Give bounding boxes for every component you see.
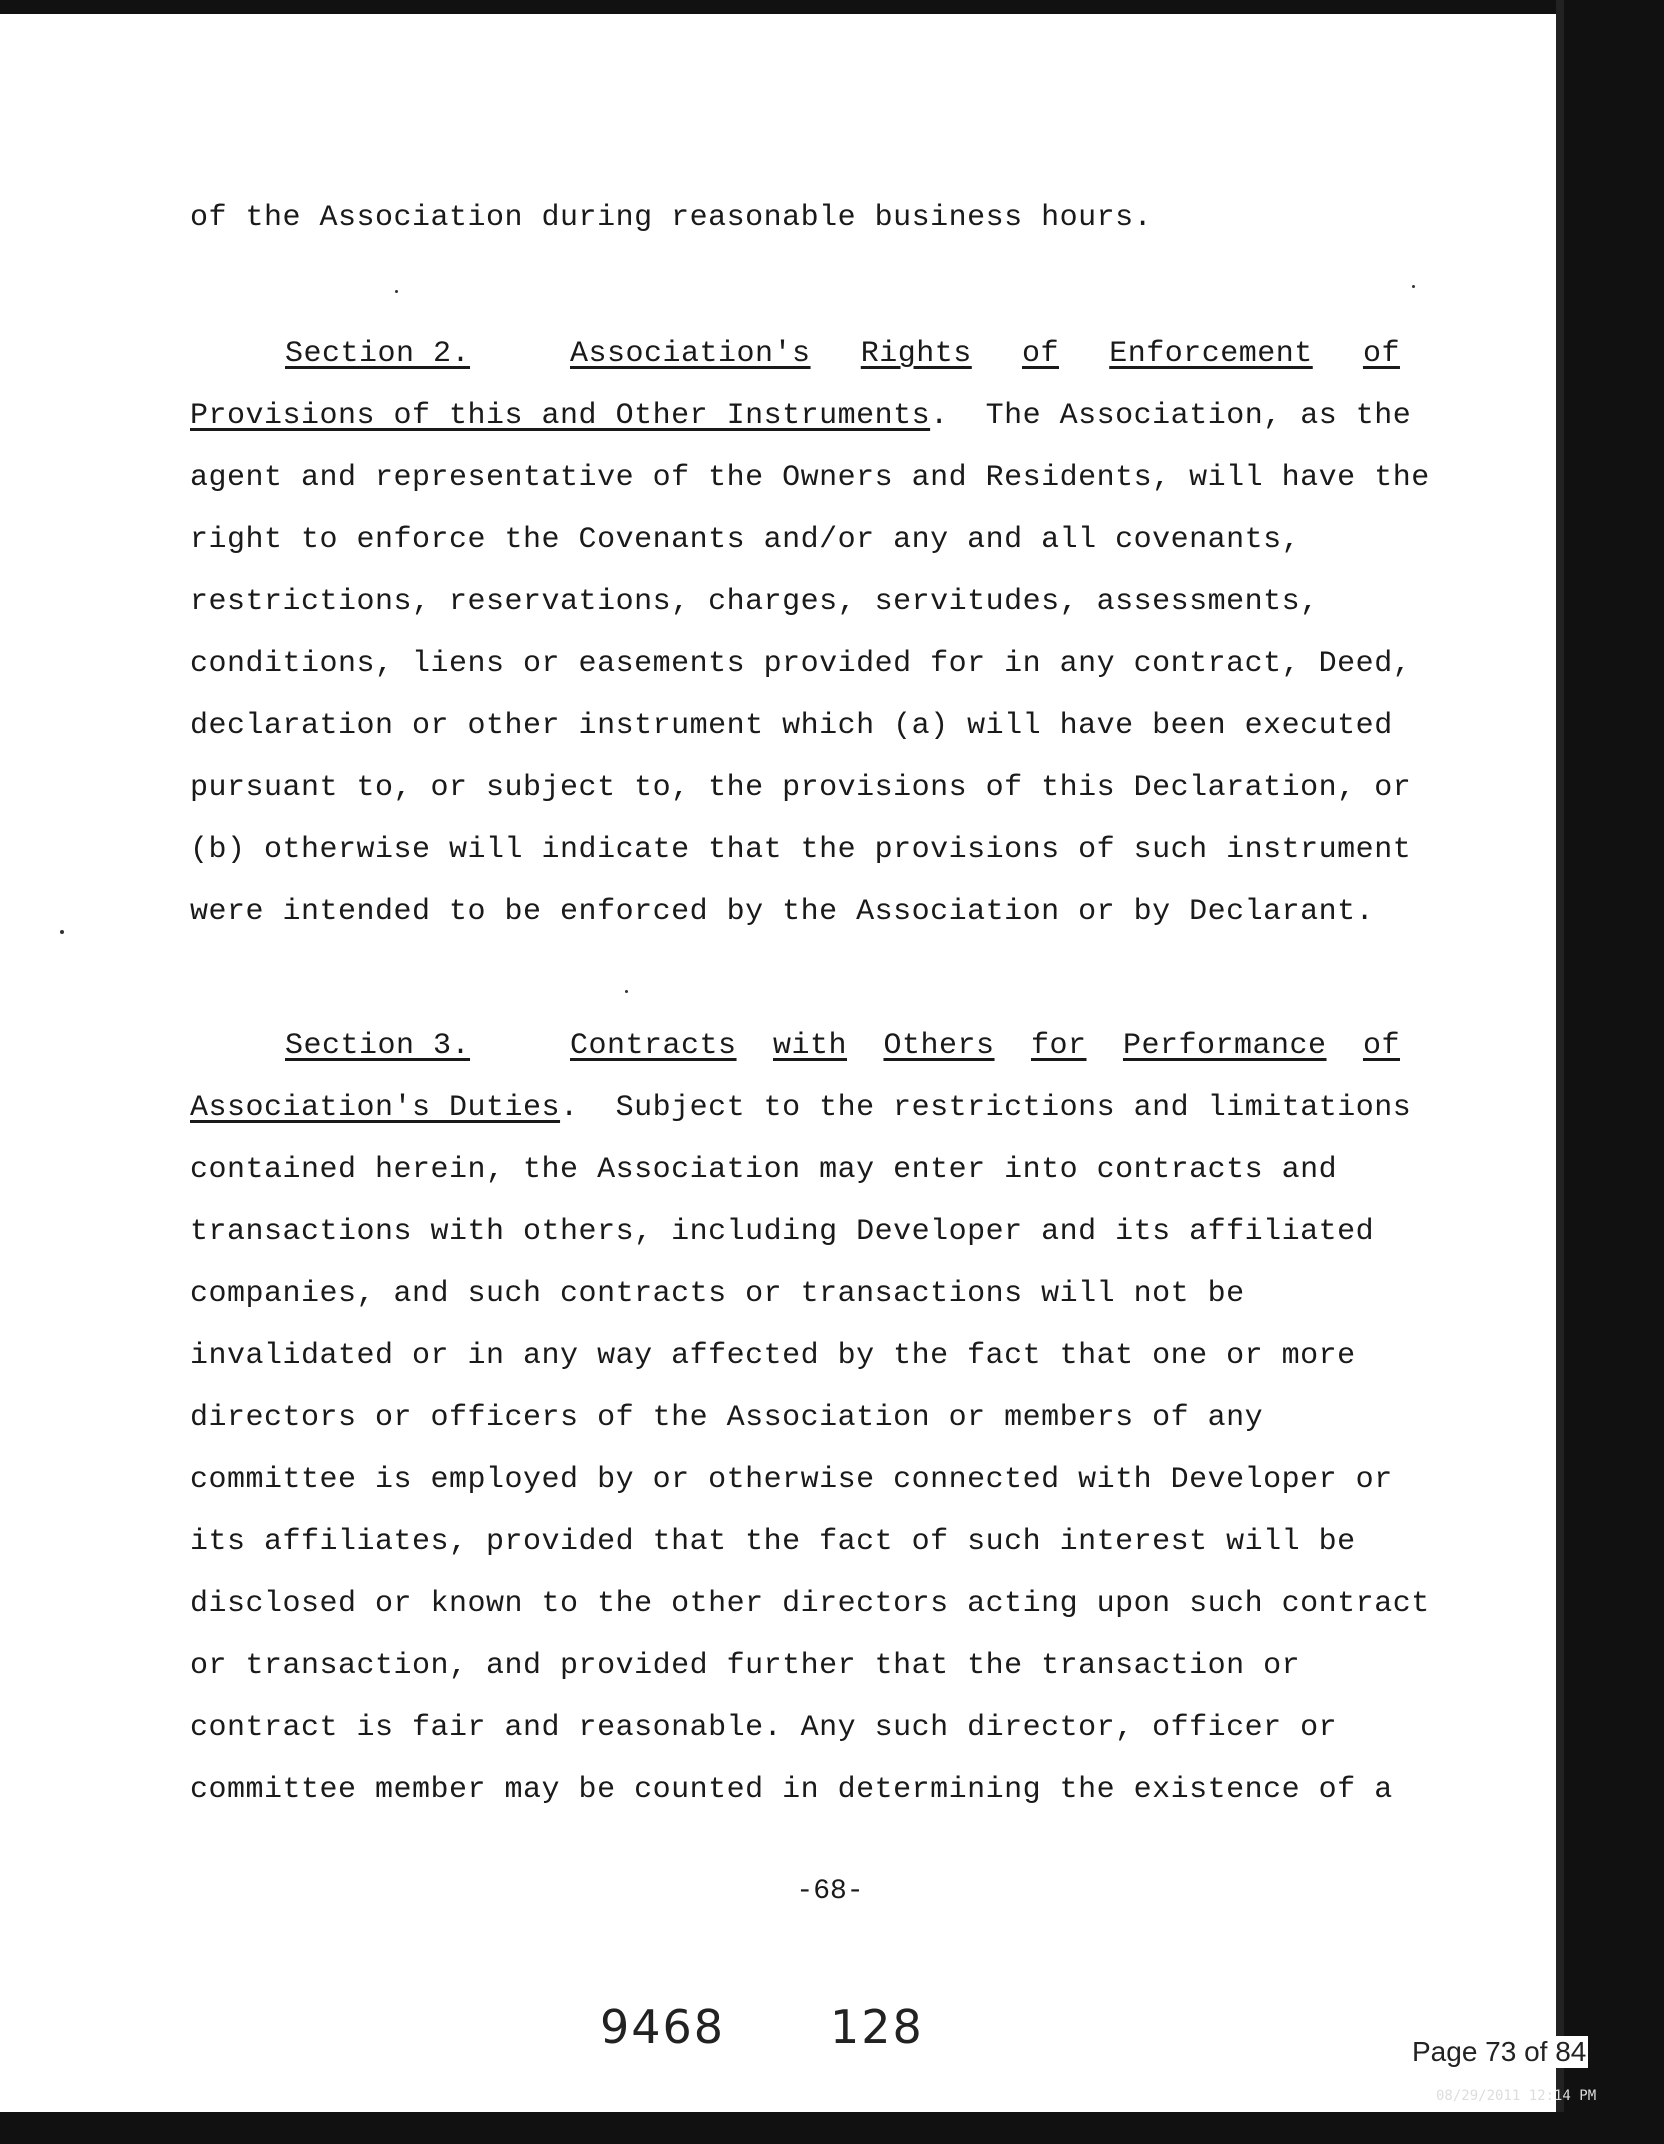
text-line: committee member may be counted in determining the existence of a — [190, 1773, 1393, 1807]
heading-word: Contracts — [570, 1029, 737, 1063]
section-3-heading-line — [285, 1028, 1400, 1064]
text-line: declaration or other instrument which (a) will have been executed — [190, 709, 1393, 743]
text-line: transactions with others, including Developer and its affiliated — [190, 1215, 1375, 1249]
section-2-heading — [570, 336, 1400, 372]
text-line: of the Association during reasonable business hours. — [190, 201, 1153, 235]
text-line: contained herein, the Association may enter into contracts and — [190, 1153, 1338, 1187]
section-2-label: Section 2. — [285, 337, 471, 371]
text-line: pursuant to, or subject to, the provisions of this Declaration, or — [190, 771, 1412, 805]
text-line: restrictions, reservations, charges, servitudes, assessments, — [190, 585, 1319, 619]
heading-word: Association's — [570, 337, 811, 371]
scan-border-top — [0, 0, 1664, 14]
text-line: its affiliates, provided that the fact of such interest will be — [190, 1525, 1356, 1559]
heading-word: Enforcement — [1109, 337, 1313, 371]
section-3-heading-cont: Association's Duties — [190, 1091, 561, 1125]
text-line: right to enforce the Covenants and/or any and all covenants, — [190, 523, 1301, 557]
section-2-heading-cont: Provisions of this and Other Instruments — [190, 399, 931, 433]
text-line: (b) otherwise will indicate that the provisions of such instrument — [190, 833, 1412, 867]
text-line: disclosed or known to the other directors acting upon such contract — [190, 1587, 1430, 1621]
text-line: committee is employed by or otherwise connected with Developer or — [190, 1463, 1393, 1497]
heading-word: with — [773, 1029, 848, 1063]
section-2-heading-cont-line — [190, 398, 1412, 434]
text-line: invalidated or in any way affected by the fact that one or more — [190, 1339, 1356, 1373]
heading-word: Performance — [1122, 1029, 1327, 1063]
heading-word: Others — [883, 1029, 995, 1063]
section-3-heading — [570, 1028, 1400, 1064]
text-line: agent and representative of the Owners and Residents, will have the — [190, 461, 1430, 495]
section-2-heading-line — [285, 336, 1400, 372]
heading-period: . — [930, 399, 949, 433]
page-count-label: Page 73 of 84 — [1412, 2036, 1587, 2067]
scan-speck — [625, 990, 628, 993]
scan-speck — [1412, 285, 1415, 288]
recording-stamp-page: 128 — [830, 2000, 924, 2054]
scan-speck — [395, 290, 398, 293]
heading-word: of — [1362, 1029, 1400, 1063]
text-line: conditions, liens or easements provided for in any contract, Deed, — [190, 647, 1412, 681]
heading-word: of — [1362, 337, 1400, 371]
scan-border-bottom — [0, 2112, 1664, 2144]
section-3-label: Section 3. — [285, 1029, 471, 1063]
text-line: companies, and such contracts or transactions will not be — [190, 1277, 1245, 1311]
text-line: directors or officers of the Association or members of any — [190, 1401, 1264, 1435]
scan-border-right — [1564, 0, 1664, 2144]
section-3-first-line-rest: Subject to the restrictions and limitations — [615, 1091, 1412, 1125]
recording-stamp-book: 9468 — [600, 2000, 726, 2054]
heading-period: . — [560, 1091, 579, 1125]
text-line: or transaction, and provided further that the transaction or — [190, 1649, 1301, 1683]
text-line: contract is fair and reasonable. Any such director, officer or — [190, 1711, 1338, 1745]
scan-timestamp: 08/29/2011 12:14 PM — [1436, 2088, 1597, 2104]
page-number: -68- — [796, 1876, 864, 1907]
heading-word: for — [1030, 1029, 1087, 1063]
scan-speck — [60, 930, 64, 934]
section-2-first-line-rest: The Association, as the — [985, 399, 1412, 433]
heading-word: of — [1021, 337, 1059, 371]
heading-word: Rights — [860, 337, 972, 371]
text-line: were intended to be enforced by the Association or by Declarant. — [190, 895, 1375, 929]
section-3-heading-cont-line — [190, 1090, 1412, 1126]
